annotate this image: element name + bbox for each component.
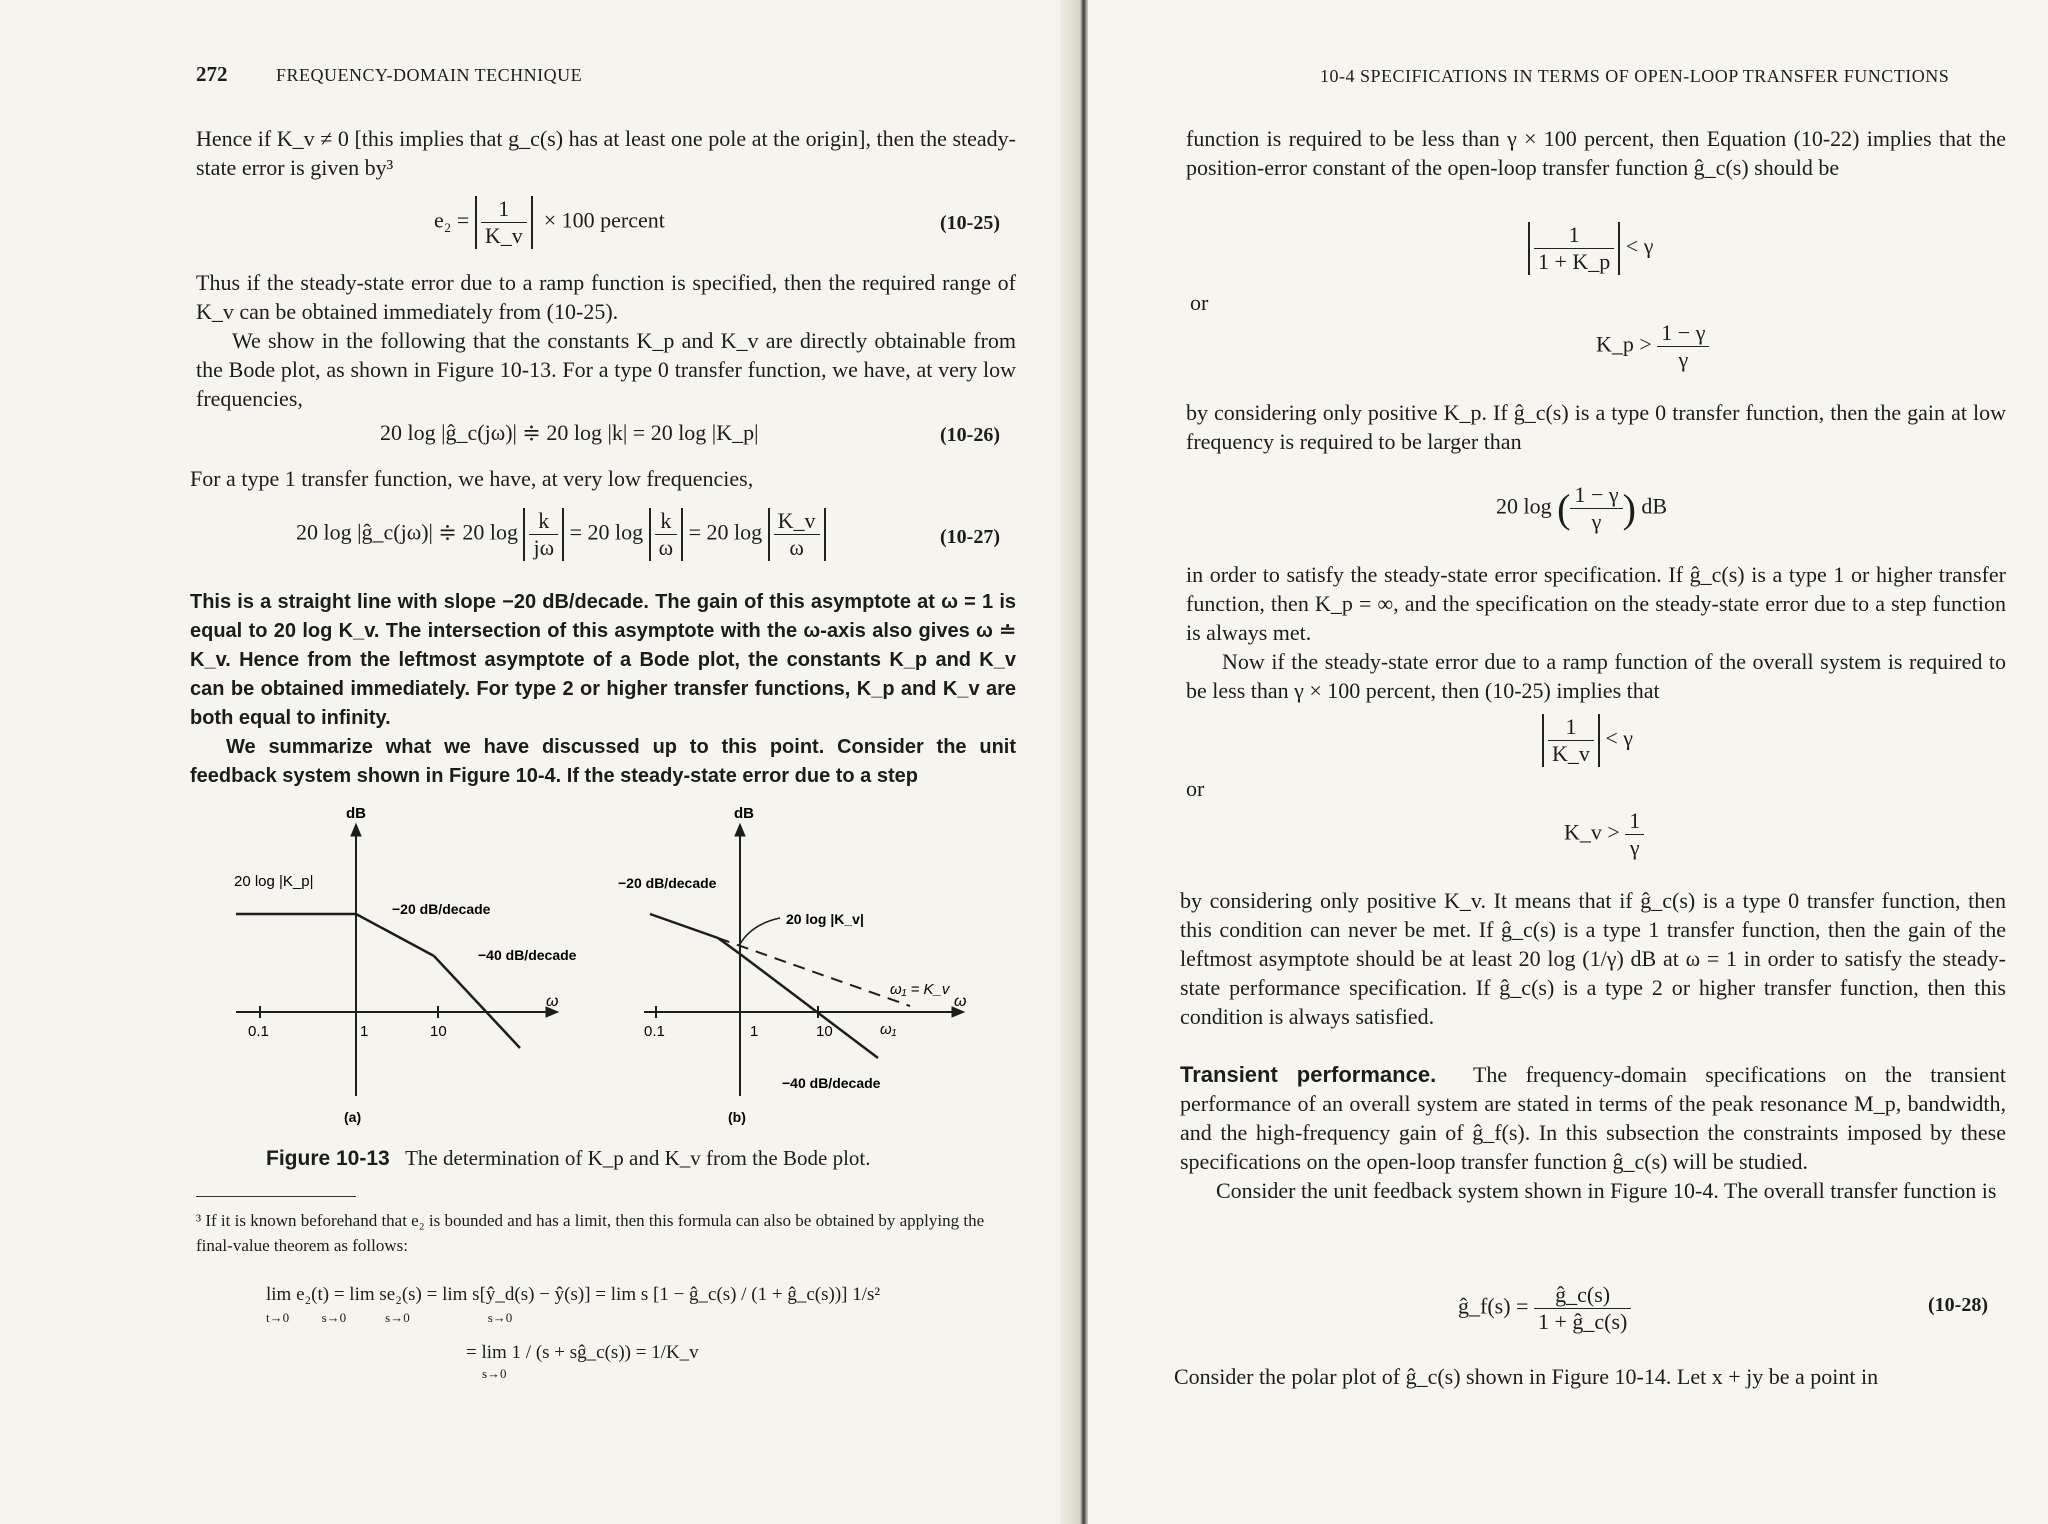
panel-a-ylabel: dB	[346, 805, 366, 822]
footnote: ³ If it is known beforehand that e₂ is bounded and has a limit, then this formula can also be obtained by applying the final-value theorem as follows:	[196, 1211, 985, 1255]
equation-10-28: ĝ_f(s) = $\frac{ĝ\_c(s)}{1 + ĝ\_c(s)}$	[1458, 1282, 1631, 1335]
equation: K_p > $\frac{1 - \gamma}{\gamma}$	[1596, 320, 1709, 373]
equation-number: (10-26)	[940, 424, 1000, 446]
or-label: or	[1190, 290, 1209, 315]
equation-10-25: e₂ = $\frac{1}{K\_v}$ × 100 percent	[434, 196, 665, 248]
panel-a-tick: 1	[360, 1023, 369, 1040]
panel-a-level-label: 20 log |K_p|	[234, 873, 314, 890]
section-heading: Transient performance.	[1180, 1062, 1437, 1087]
panel-b-level-label: 20 log |K_v|	[786, 911, 864, 927]
footnote-equation: lim e₂(t) = lim se₂(s) = lim s[ŷ_d(s) − ŷ(s)] = lim s [1 − ĝ_c(s) / (1 + ĝ_c(s))] 1/s²	[266, 1284, 881, 1305]
panel-a-xlabel: ω	[546, 993, 559, 1010]
panel-a-slope2: −40 dB/decade	[478, 947, 577, 963]
right-page	[1088, 0, 2048, 1524]
paragraph: Transient performance. The frequency-domain specifications on the transient performance of an overall system are stated in terms of the peak resonance M_p, bandwidth, and the high-frequency gain of ĝ_f(s). In this subsection the constraints imposed by these specifications on the open-loop transfer function ĝ_c(s) will be studied. Consider the unit feedback system shown in Figure 10-4. The overall transfer function is	[1180, 1062, 2006, 1203]
equation: 20 log ( $\frac{1 - \gamma}{\gamma}$ ) dB	[1496, 482, 1668, 534]
panel-a-tick: 10	[430, 1023, 447, 1040]
running-head-right: 10-4 SPECIFICATIONS IN TERMS OF OPEN-LOOP TRANSFER FUNCTIONS	[1320, 66, 1950, 86]
panel-b-ylabel: dB	[734, 805, 754, 822]
equation: $\frac{1}{1 + K\_p}$ < γ	[1528, 222, 1653, 275]
paragraph: Thus if the steady-state error due to a ramp function is specified, then the required range of K_v can be obtained immediately from (10-25). We show in the following that the constants K_p and K_v are directly obtainable from the Bode plot, as shown in Figure 10-13. For a type 0 transfer function, we have, at very low frequencies,	[196, 270, 1016, 411]
panel-b	[644, 824, 967, 1096]
panel-b-slope2: −40 dB/decade	[782, 1075, 881, 1091]
panel-b-tick: 10	[816, 1023, 833, 1040]
panel-a-tick: 0.1	[248, 1023, 269, 1040]
paragraph: by considering only positive K_p. If ĝ_c(s) is a type 0 transfer function, then the gain at low frequency is required to be larger than	[1186, 400, 2006, 454]
paragraph: This is a straight line with slope −20 dB/decade. The gain of this asymptote at ω = 1 is equal to 20 log K_v. The intersection of this asymptote with the ω-axis also gives ω ≐ K_v. Hence from the leftmost asymptote of a Bode plot, the constants K_p and K_v can be obtained immediately. For type 2 or higher transfer functions, K_p and K_v are both equal to infinity. We summarize what we have discussed up to this point. Consider the unit feedback system shown in Figure 10-4. If the steady-state error due to a step	[190, 591, 1016, 787]
paragraph: Consider the polar plot of ĝ_c(s) shown in Figure 10-14. Let x + jy be a point in	[1174, 1364, 1879, 1389]
panel-b-omega-eq: ω₁ = K_v	[890, 981, 950, 998]
panel-b-tick: 0.1	[644, 1023, 665, 1040]
page-number: 272	[196, 62, 228, 86]
footnote-rule	[196, 1196, 356, 1197]
figure-caption: Figure 10-13 The determination of K_p and K_v from the Bode plot.	[266, 1146, 871, 1170]
panel-b-omega1: ω₁	[880, 1021, 897, 1038]
panel-b-tick: 1	[750, 1023, 759, 1040]
equation-10-27: 20 log |ĝ_c(jω)| ≑ 20 log $\frac{k}{j\omega}$ = 20 log $\frac{k}{\omega}$ = 20 log $\frac{K\_v}{\omega}$	[296, 508, 826, 561]
paragraph: For a type 1 transfer function, we have, at very low frequencies,	[190, 466, 754, 491]
running-head-left: FREQUENCY-DOMAIN TECHNIQUE	[276, 65, 583, 85]
equation-number: (10-27)	[940, 526, 1000, 548]
equation-10-26: 20 log |ĝ_c(jω)| ≑ 20 log |k| = 20 log |K_p|	[380, 420, 759, 445]
panel-b-xlabel: ω	[954, 993, 967, 1010]
footnote-equation: = lim 1 / (s + sĝ_c(s)) = 1/K_v	[466, 1342, 699, 1363]
paragraph: Hence if K_v ≠ 0 [this implies that g_c(s) has at least one pole at the origin], then the steady-state error is given by³	[196, 126, 1016, 180]
footnote-equation-subscripts: s→0	[482, 1366, 507, 1381]
figure-10-13	[220, 796, 1020, 1136]
equation: $\frac{1}{K\_v}$ < γ	[1542, 714, 1633, 767]
equation: K_v > $\frac{1}{\gamma}$	[1564, 808, 1644, 861]
paragraph: function is required to be less than γ × 100 percent, then Equation (10-22) implies that the position-error constant of the open-loop transfer function ĝ_c(s) should be	[1186, 126, 2006, 180]
footnote-equation-subscripts: t→0 s→0 s→0 s→0	[266, 1310, 513, 1325]
paragraph: by considering only positive K_v. It means that if ĝ_c(s) is a type 0 transfer function, then this condition can never be met. If ĝ_c(s) is a type 1 transfer function, then the gain of the leftmost asymptote should be at least 20 log (1/γ) dB at ω = 1 in order to satisfy the steady-state performance specification. If ĝ_c(s) is a type 2 or higher transfer function, then this condition is always satisfied.	[1180, 888, 2006, 1029]
paragraph: in order to satisfy the steady-state error specification. If ĝ_c(s) is a type 1 or higher transfer function, then K_p = ∞, and the specification on the steady-state error due to a step function is always met. Now if the steady-state error due to a ramp function of the overall system is required to be less than γ × 100 percent, then (10-25) implies that	[1186, 562, 2006, 703]
panel-b-label: (b)	[728, 1109, 746, 1125]
equation-number: (10-28)	[1928, 1294, 1988, 1316]
equation-number: (10-25)	[940, 212, 1000, 234]
panel-a-slope1: −20 dB/decade	[392, 901, 491, 917]
or-label: or	[1186, 776, 1205, 801]
panel-b-slope1: −20 dB/decade	[618, 875, 717, 891]
panel-a-label: (a)	[344, 1109, 362, 1125]
